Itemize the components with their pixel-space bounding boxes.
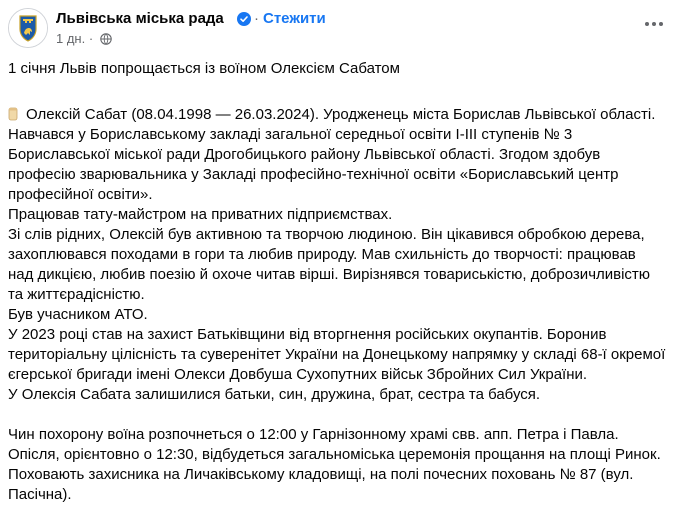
more-options-icon: [645, 22, 649, 26]
post-header: [0, 0, 676, 56]
follow-button[interactable]: Стежити: [263, 10, 326, 27]
post-line: захоплювався походами в гори та любив природу. Мав схильність до творчості: працював: [8, 246, 636, 263]
lviv-coat-of-arms-icon: [9, 9, 47, 47]
post-line: професійної освіти».: [8, 186, 153, 203]
post-line: Поховають захисника на Личаківському кладовищі, на полі почесних поховань № 87 (вул.: [8, 466, 634, 483]
globe-icon: [100, 33, 112, 45]
scroll-icon: [8, 107, 18, 121]
post-line: Олексій Сабат (08.04.1998 — 26.03.2024). Уродженець міста Борислав Львівської області.: [8, 105, 672, 125]
post-paragraph-1: [8, 105, 672, 405]
post-line: У 2023 році став на захист Батьківщини від вторгнення російських окупантів. Боронив: [8, 326, 607, 343]
post-line: та життєрадісністю.: [8, 286, 145, 303]
post-paragraph-2: [8, 425, 672, 505]
post-time[interactable]: 1 дн.: [56, 31, 86, 46]
post-line: Зі слів рідних, Олексій був активною та творчою людиною. Він цікавився обробкою дерева,: [8, 226, 645, 243]
post-line: У Олексія Сабата залишилися батьки, син, дружина, брат, сестра та бабуся.: [8, 386, 541, 403]
post-line: Опісля, орієнтовно о 12:30, відбудеться загальноміська церемонія прощання на площі Ринок.: [8, 446, 661, 463]
verified-badge-icon: [237, 12, 251, 26]
more-options-button[interactable]: [638, 8, 670, 40]
post-body: [8, 59, 672, 505]
post-title: 1 січня Львів попрощається із воїном Олексієм Сабатом: [8, 60, 400, 77]
post-line: Був учасником АТО.: [8, 306, 148, 323]
page-avatar[interactable]: [8, 8, 48, 48]
page-name[interactable]: Львівська міська рада: [56, 10, 224, 27]
header-separator: ·: [254, 10, 259, 27]
post-line: Пасічна).: [8, 486, 72, 503]
post-line: Чин похорону воїна розпочнеться о 12:00 у Гарнізонному храмі свв. апп. Петра і Павла.: [8, 426, 619, 443]
post-line: професію зварювальника у Закладі професійно-технічної освіти «Бориславський центр: [8, 166, 619, 183]
post-line: єгерської бригади імені Олекси Довбуша Сухопутних військ Збройних Сил України.: [8, 366, 588, 383]
post-meta: [56, 31, 112, 47]
post-line: Навчався у Бориславському закладі загальної середньої освіти І-ІІІ ступенів № 3: [8, 126, 573, 143]
post-line: над дикцією, любив поезію й охоче читав вірші. Вирізнявся товариськістю, доброзичливістю: [8, 266, 651, 283]
post-line: Бориславської міської ради Дрогобицького району Львівської області. Згодом здобув: [8, 146, 601, 163]
post-line: Працював тату-майстром на приватних підприємствах.: [8, 206, 393, 223]
post-line: територіальну цілісність та суверенітет України на Донецькому напрямку у складі 68-ї окремої: [8, 346, 666, 363]
meta-separator: ·: [88, 31, 94, 46]
